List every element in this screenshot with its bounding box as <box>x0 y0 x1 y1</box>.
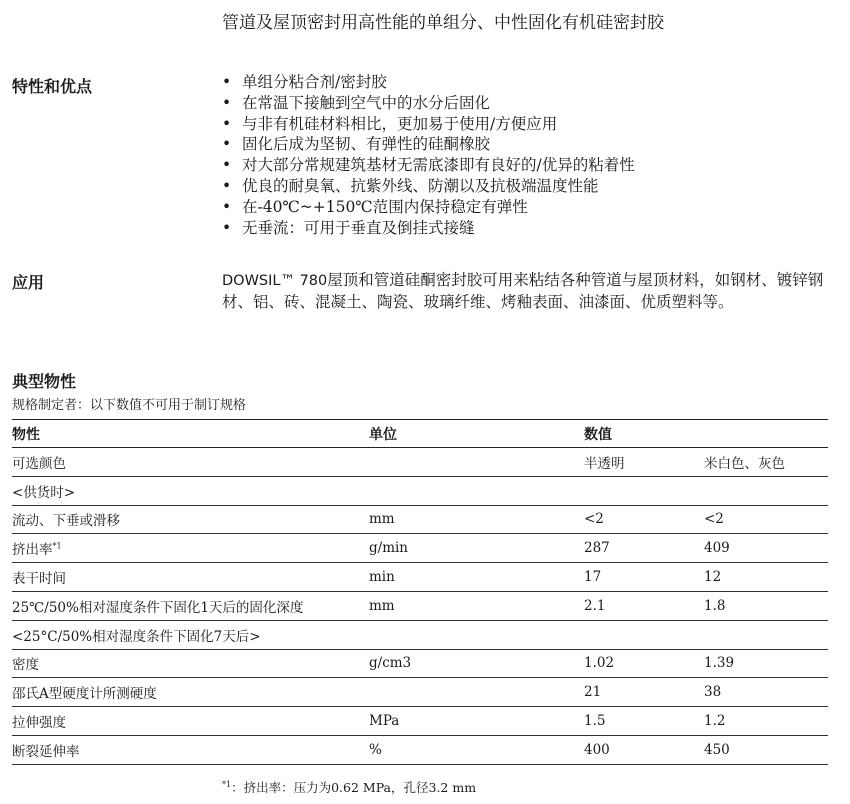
cell-property: 邵氏A型硬度计所测硬度 <box>12 678 369 707</box>
cell-value-1: 287 <box>584 534 704 563</box>
cell-property: 断裂延伸率 <box>12 735 369 764</box>
cell-property: 表干时间 <box>12 563 369 592</box>
cell-value-2: 1.8 <box>704 591 828 620</box>
cell-property: 流动、下垂或滑移 <box>12 505 369 534</box>
footnote-mark: *1 <box>222 779 232 789</box>
cell-value-2: <2 <box>704 505 828 534</box>
bullet-icon: • <box>222 135 232 154</box>
cell-value-1: 17 <box>584 563 704 592</box>
cell-unit: mm <box>369 505 584 534</box>
cell-value-2: 409 <box>704 534 828 563</box>
cell-unit <box>369 448 584 477</box>
bullet-icon: • <box>222 93 232 112</box>
table-row <box>12 649 828 678</box>
table-row <box>12 563 828 592</box>
cell-unit: MPa <box>369 707 584 736</box>
cell-value-2 <box>704 476 828 505</box>
feature-item: • 优良的耐臭氧、抗紫外线、防潮以及抗极端温度性能 <box>222 176 599 195</box>
cell-value-2: 米白色、灰色 <box>704 448 828 477</box>
properties-table-body <box>12 448 828 765</box>
bullet-icon: • <box>222 114 232 133</box>
header-property: 物性 <box>12 420 369 448</box>
bullet-icon: • <box>222 176 232 195</box>
table-row <box>12 735 828 764</box>
cell-value-2: 450 <box>704 735 828 764</box>
cell-value-2: 1.39 <box>704 649 828 678</box>
table-row <box>12 707 828 736</box>
header-unit: 单位 <box>369 420 584 448</box>
cell-value-1: 400 <box>584 735 704 764</box>
bullet-icon: • <box>222 73 232 91</box>
footnote <box>222 778 476 796</box>
cell-value-2: 38 <box>704 678 828 707</box>
cell-unit: mm <box>369 591 584 620</box>
specification-note: 规格制定者：以下数值不可用于制订规格 <box>12 398 247 413</box>
cell-property: 密度 <box>12 649 369 678</box>
feature-item: • 在-40℃~+150℃范围内保持稳定有弹性 <box>222 197 528 216</box>
cell-value-1: 2.1 <box>584 591 704 620</box>
feature-item: • 在常温下接触到空气中的水分后固化 <box>222 93 491 112</box>
application-description: 屋顶和管道硅酮密封胶可用来粘结各种管道与屋顶材料，如钢材、镀锌钢材、铝、砖、混凝土、陶瓷、玻璃纤维、烤釉表面、油漆面、优质塑料等。 <box>222 271 824 311</box>
cell-value-2: 1.2 <box>704 707 828 736</box>
cell-value-1: 21 <box>584 678 704 707</box>
cell-property: 挤出率$^{*1}$ <box>12 534 369 563</box>
document-subtitle: 管道及屋顶密封用高性能的单组分、中性固化有机硅密封胶 <box>222 13 664 33</box>
cell-value-1: <2 <box>584 505 704 534</box>
cell-value-1 <box>584 476 704 505</box>
cell-value-2: 12 <box>704 563 828 592</box>
table-row <box>12 678 828 707</box>
bullet-icon: • <box>222 156 232 175</box>
cell-unit <box>369 476 584 505</box>
cell-unit <box>369 678 584 707</box>
cell-value-1 <box>584 620 704 649</box>
table-row <box>12 505 828 534</box>
feature-item: • 固化后成为坚韧、有弹性的硅酮橡胶 <box>222 135 491 154</box>
feature-item: • 无垂流：可用于垂直及倒挂式接缝 <box>222 218 475 237</box>
footnote-text: ：挤出率：压力为0.62 MPa，孔径3.2 mm <box>231 780 477 795</box>
application-heading: 应用 <box>12 273 45 292</box>
cell-value-1: 1.5 <box>584 707 704 736</box>
bullet-icon: • <box>222 218 232 237</box>
cell-property: 25℃/50%相对湿度条件下固化1天后的固化深度 <box>12 591 369 620</box>
feature-item: • 单组分粘合剂/密封胶 <box>222 73 387 91</box>
table-row <box>12 448 828 477</box>
bullet-icon: • <box>222 197 232 216</box>
cell-property: <供货时> <box>12 476 369 505</box>
feature-item: • 与非有机硅材料相比，更加易于使用/方便应用 <box>222 114 558 133</box>
table-header-row <box>12 420 828 448</box>
cell-value-1: 1.02 <box>584 649 704 678</box>
header-value: 数值 <box>584 420 828 448</box>
cell-property: <25°C/50%相对湿度条件下固化7天后> <box>12 620 369 649</box>
cell-unit: min <box>369 563 584 592</box>
table-row <box>12 534 828 563</box>
cell-value-2 <box>704 620 828 649</box>
cell-unit: g/cm3 <box>369 649 584 678</box>
application-text <box>222 270 834 312</box>
typical-properties-heading: 典型物性 <box>12 372 77 391</box>
cell-unit: % <box>369 735 584 764</box>
table-row <box>12 591 828 620</box>
table-row <box>12 476 828 505</box>
cell-unit: g/min <box>369 534 584 563</box>
product-name: DOWSIL™ 780 <box>222 273 328 289</box>
footnote-ref: *1 <box>52 541 62 551</box>
feature-item: • 对大部分常规建筑基材无需底漆即有良好的/优异的粘着性 <box>222 156 635 175</box>
cell-property: 拉伸强度 <box>12 707 369 736</box>
cell-unit <box>369 620 584 649</box>
cell-property: 可选颜色 <box>12 448 369 477</box>
features-list <box>222 72 635 238</box>
table-row <box>12 620 828 649</box>
properties-table <box>12 419 828 765</box>
features-heading: 特性和优点 <box>12 77 93 96</box>
cell-value-1: 半透明 <box>584 448 704 477</box>
